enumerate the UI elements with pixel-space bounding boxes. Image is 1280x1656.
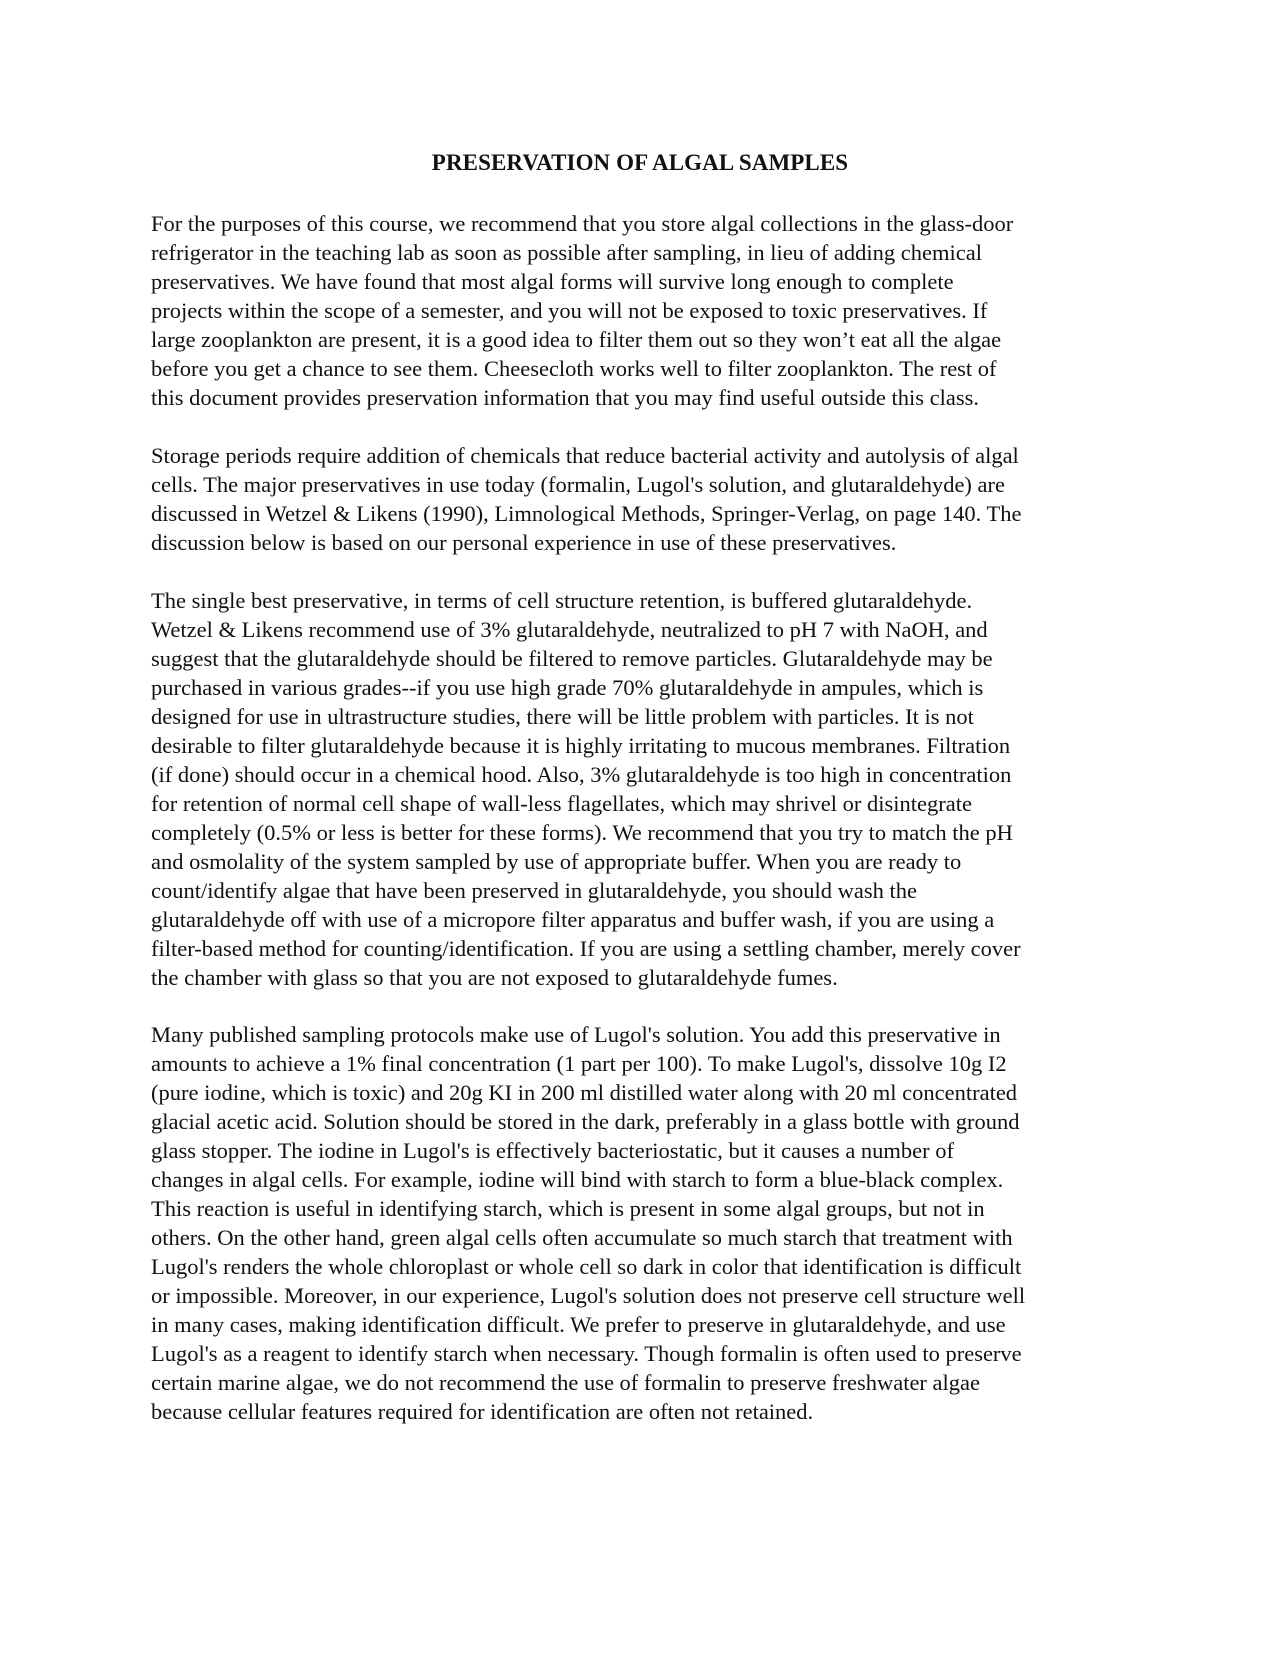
paragraph-line: The single best preservative, in terms of cell structure retention, is buffered glutaraldehyde. xyxy=(151,588,973,613)
paragraph-line: designed for use in ultrastructure studies, there will be little problem with particles. It is not xyxy=(151,704,974,729)
paragraph-line: Many published sampling protocols make use of Lugol's solution. You add this preservative in xyxy=(151,1022,1001,1047)
paragraph-line: glacial acetic acid. Solution should be stored in the dark, preferably in a glass bottle with ground xyxy=(151,1109,1020,1134)
paragraph-line: amounts to achieve a 1% final concentration (1 part per 100). To make Lugol's, dissolve 10g I2 xyxy=(151,1051,1007,1076)
paragraph-refrigeration xyxy=(151,209,1131,412)
paragraph-line: (pure iodine, which is toxic) and 20g KI in 200 ml distilled water along with 20 ml concentrated xyxy=(151,1080,1018,1105)
paragraph-line: preservatives. We have found that most algal forms will survive long enough to complete xyxy=(151,269,954,294)
paragraph-lugols-solution xyxy=(151,1020,1131,1426)
paragraph-storage-chemicals xyxy=(151,441,1131,557)
paragraph-line: for retention of normal cell shape of wall-less flagellates, which may shrivel or disintegrate xyxy=(151,791,972,816)
paragraph-line: discussion below is based on our personal experience in use of these preservatives. xyxy=(151,530,897,555)
paragraph-line: filter-based method for counting/identification. If you are using a settling chamber, merely cover xyxy=(151,936,1021,961)
paragraph-line: changes in algal cells. For example, iodine will bind with starch to form a blue-black complex. xyxy=(151,1167,1004,1192)
paragraph-line: refrigerator in the teaching lab as soon as possible after sampling, in lieu of adding chemical xyxy=(151,240,982,265)
paragraph-line: because cellular features required for identification are often not retained. xyxy=(151,1399,814,1424)
paragraph-line: This reaction is useful in identifying starch, which is present in some algal groups, but not in xyxy=(151,1196,985,1221)
paragraph-line: others. On the other hand, green algal cells often accumulate so much starch that treatment with xyxy=(151,1225,1013,1250)
paragraph-line: the chamber with glass so that you are not exposed to glutaraldehyde fumes. xyxy=(151,965,838,990)
paragraph-line: and osmolality of the system sampled by use of appropriate buffer. When you are ready to xyxy=(151,849,962,874)
paragraph-line: desirable to filter glutaraldehyde because it is highly irritating to mucous membranes. Filtration xyxy=(151,733,1011,758)
paragraph-line: glutaraldehyde off with use of a micropore filter apparatus and buffer wash, if you are using a xyxy=(151,907,995,932)
paragraph-line: Lugol's renders the whole chloroplast or whole cell so dark in color that identification is difficult xyxy=(151,1254,1022,1279)
paragraph-line: Wetzel & Likens recommend use of 3% glutaraldehyde, neutralized to pH 7 with NaOH, and xyxy=(151,617,988,642)
paragraph-line: count/identify algae that have been preserved in glutaraldehyde, you should wash the xyxy=(151,878,917,903)
paragraph-line: certain marine algae, we do not recommend the use of formalin to preserve freshwater algae xyxy=(151,1370,981,1395)
paragraph-line: large zooplankton are present, it is a good idea to filter them out so they won’t eat all the algae xyxy=(151,327,1002,352)
document-title: PRESERVATION OF ALGAL SAMPLES xyxy=(431,150,849,175)
paragraph-line: discussed in Wetzel & Likens (1990), Limnological Methods, Springer-Verlag, on page 140. The xyxy=(151,501,1022,526)
paragraph-line: purchased in various grades--if you use high grade 70% glutaraldehyde in ampules, which is xyxy=(151,675,984,700)
paragraph-line: For the purposes of this course, we recommend that you store algal collections in the glass-door xyxy=(151,211,1014,236)
paragraph-line: or impossible. Moreover, in our experience, Lugol's solution does not preserve cell structure well xyxy=(151,1283,1026,1308)
paragraph-line: glass stopper. The iodine in Lugol's is effectively bacteriostatic, but it causes a number of xyxy=(151,1138,955,1163)
paragraph-glutaraldehyde xyxy=(151,586,1131,992)
paragraph-line: (if done) should occur in a chemical hood. Also, 3% glutaraldehyde is too high in concentration xyxy=(151,762,1012,787)
paragraph-line: in many cases, making identification difficult. We prefer to preserve in glutaraldehyde, and use xyxy=(151,1312,1006,1337)
paragraph-line: projects within the scope of a semester, and you will not be exposed to toxic preservatives. If xyxy=(151,298,988,323)
paragraph-line: completely (0.5% or less is better for these forms). We recommend that you try to match the pH xyxy=(151,820,1013,845)
paragraph-line: Lugol's as a reagent to identify starch when necessary. Though formalin is often used to preserve xyxy=(151,1341,1022,1366)
paragraph-line: Storage periods require addition of chemicals that reduce bacterial activity and autolysis of algal xyxy=(151,443,1019,468)
paragraph-line: suggest that the glutaraldehyde should be filtered to remove particles. Glutaraldehyde may be xyxy=(151,646,993,671)
paragraph-line: before you get a chance to see them. Cheesecloth works well to filter zooplankton. The rest of xyxy=(151,356,997,381)
paragraph-line: cells. The major preservatives in use today (formalin, Lugol's solution, and glutaraldehyde) are xyxy=(151,472,1006,497)
paragraph-line: this document provides preservation information that you may find useful outside this class. xyxy=(151,385,979,410)
